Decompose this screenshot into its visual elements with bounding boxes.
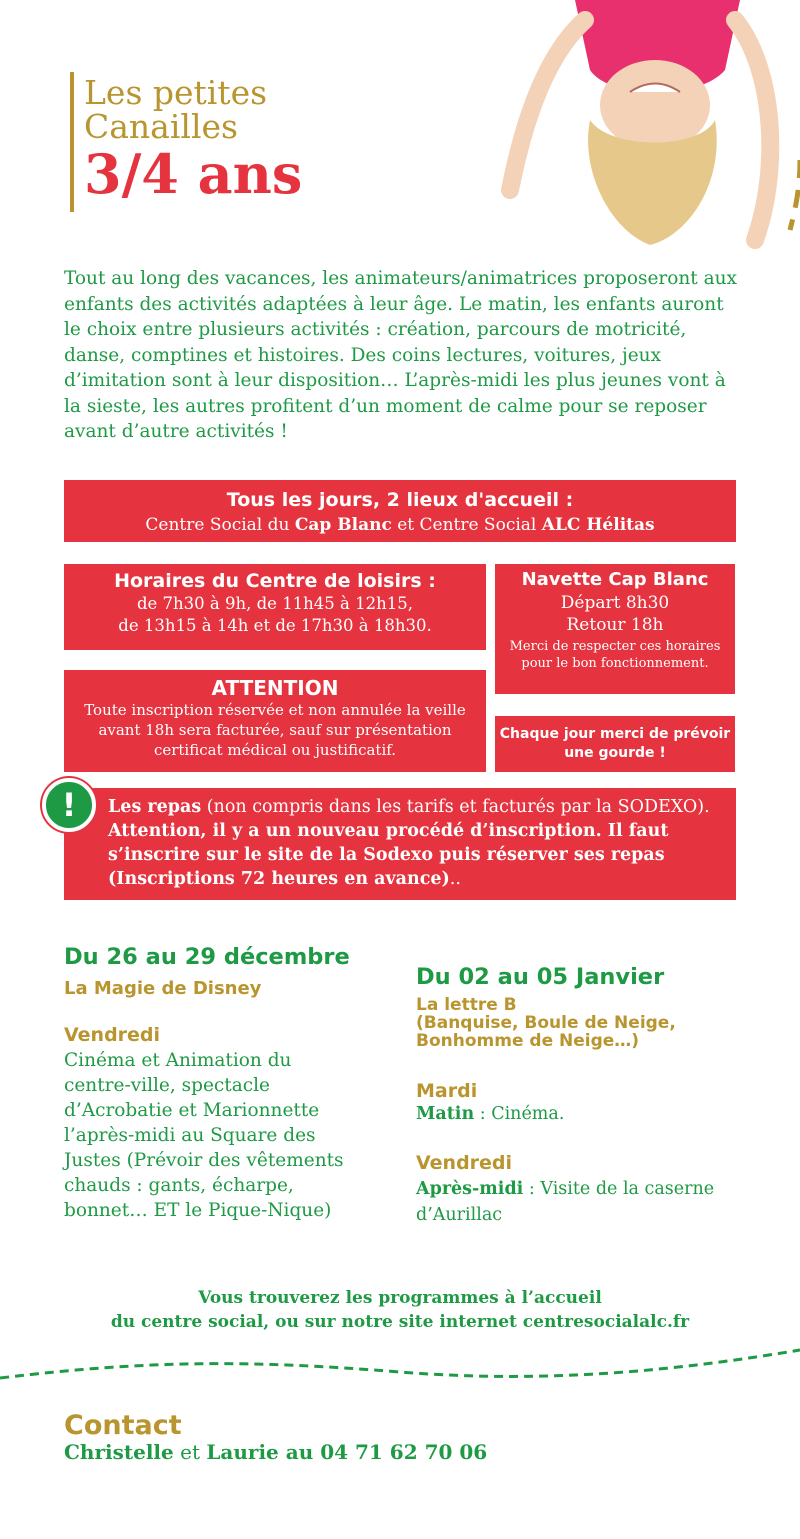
horaires-line-2: de 13h15 à 14h et de 17h30 à 18h30. xyxy=(118,616,432,635)
accueil-box xyxy=(64,480,736,542)
repas-text: Les repas (non compris dans les tarifs et facturés par la SODEXO). Attention, il y a un nouveau procédé d’inscription. Il faut s’inscrire sur le site de la Sodexo puis réserver ses repas (Inscriptions 72 heures en avance).. xyxy=(108,797,710,889)
period2-day1: Mardi xyxy=(416,1080,478,1102)
period2-date: Du 02 au 05 Janvier xyxy=(416,964,665,990)
period2-day2: Vendredi xyxy=(416,1152,513,1174)
period1-description: Cinéma et Animation du centre-ville, spectacle d’Acrobatie et Marionnette l’après-midi au Square des Justes (Prévoir des vêtements chauds : gants, écharpe, bonnet… ET le Pique-Nique) xyxy=(64,1050,344,1221)
repas-box xyxy=(64,788,736,900)
horaires-title: Horaires du Centre de loisirs : xyxy=(114,570,436,592)
programs-note: Vous trouverez les programmes à l’accueil du centre social, ou sur notre site internet centresocialalc.fr xyxy=(110,1288,690,1332)
period1-theme: La Magie de Disney xyxy=(64,978,262,999)
dashed-wave-divider xyxy=(0,1340,800,1390)
horaires-line-1: de 7h30 à 9h, de 11h45 à 12h15, xyxy=(136,594,413,613)
period1-date: Du 26 au 29 décembre xyxy=(64,944,350,970)
accueil-title: Tous les jours, 2 lieux d'accueil : xyxy=(226,489,574,511)
contact-text: Christelle et Laurie au 04 71 62 70 06 xyxy=(64,1440,488,1464)
attention-title: ATTENTION xyxy=(211,676,339,700)
navette-box xyxy=(495,564,735,694)
period2-day1-text: Matin : Cinéma. xyxy=(416,1104,565,1124)
attention-box xyxy=(64,670,486,772)
horaires-box xyxy=(64,564,486,650)
gourde-box xyxy=(495,716,735,772)
child-photo xyxy=(500,0,800,250)
navette-note: Merci de respecter ces horaires pour le bon fonctionnement. xyxy=(509,639,721,671)
attention-text: Toute inscription réservée et non annulée la veille avant 18h sera facturée, sauf sur présentation certificat médical ou justificatif. xyxy=(84,701,466,759)
intro-text: Tout au long des vacances, les animateurs/animatrices proposeront aux enfants des activités adaptées à leur âge. Le matin, les enfants auront le choix entre plusieurs activités : création, parcours de motricité, danse, comptines et histoires. Des coins lectures, voitures, jeux d’imitation sont à leur disposition… L’après-midi les plus jeunes vont à la sieste, les autres profitent d’un moment de calme pour se reposer avant d’autre activités ! xyxy=(64,268,737,442)
gourde-text: Chaque jour merci de prévoir une gourde ! xyxy=(499,726,731,761)
period2-theme: La lettre B (Banquise, Boule de Neige, Bonhomme de Neige…) xyxy=(416,995,676,1051)
accueil-text: Centre Social du Cap Blanc et Centre Social ALC Hélitas xyxy=(145,515,655,535)
exclamation-icon: ! xyxy=(42,778,96,832)
period1-day: Vendredi xyxy=(64,1024,161,1046)
navette-title: Navette Cap Blanc xyxy=(521,569,709,590)
period2-day2-text: Après-midi : Visite de la caserne d’Aurillac xyxy=(416,1179,715,1225)
age-title: 3/4 ans xyxy=(84,142,303,206)
navette-retour: Retour 18h xyxy=(566,615,664,635)
title-line-1: Les petites xyxy=(84,73,268,112)
title-line-2: Canailles xyxy=(84,107,238,146)
navette-depart: Départ 8h30 xyxy=(560,593,670,613)
contact-title: Contact xyxy=(64,1410,182,1441)
title-divider xyxy=(70,72,74,212)
